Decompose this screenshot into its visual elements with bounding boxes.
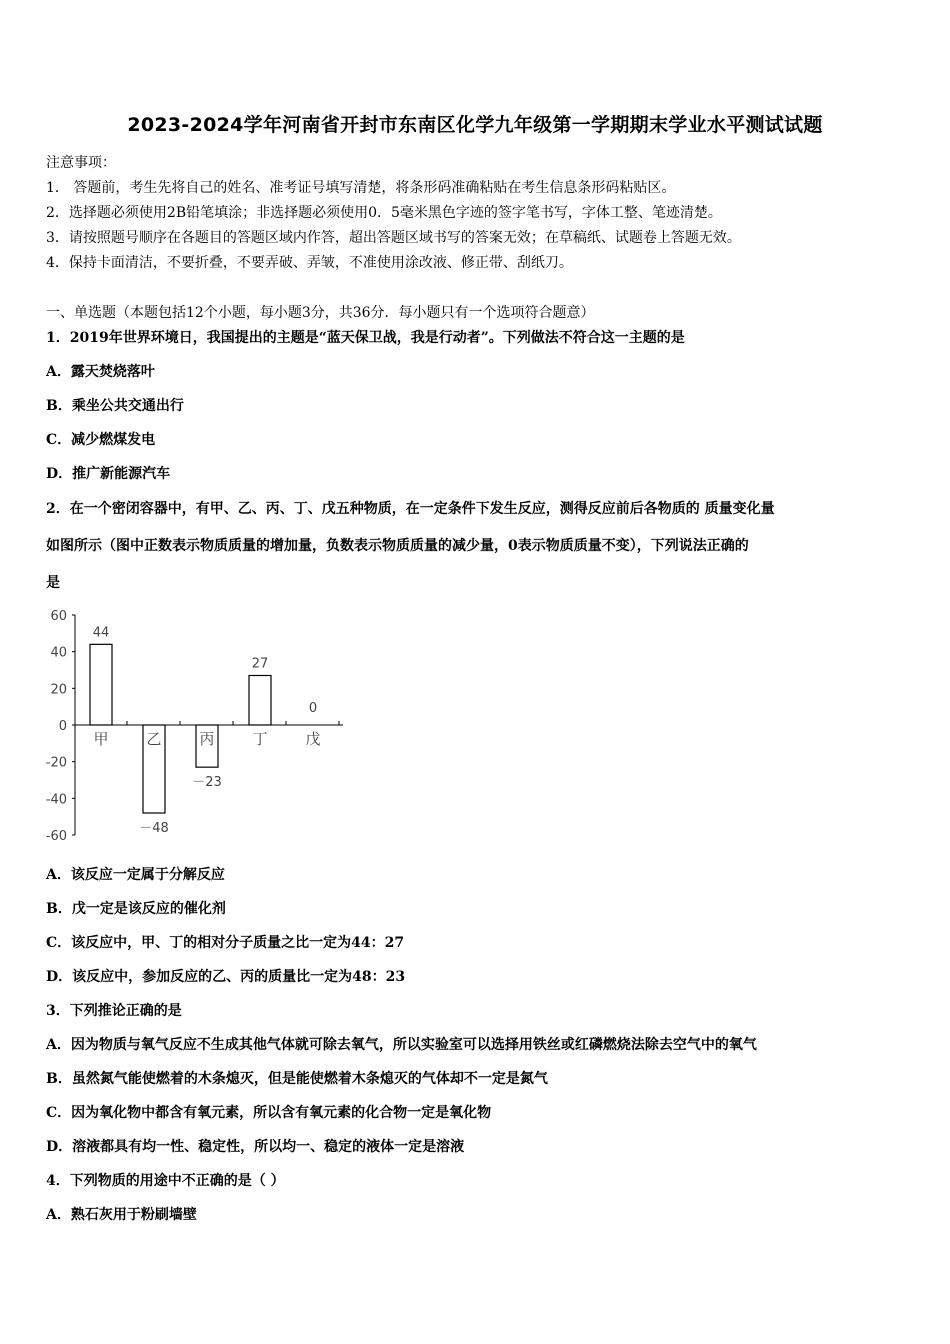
question-2-option-d: D．该反应中，参加反应的乙、丙的质量比一定为48：23 bbox=[46, 969, 406, 985]
question-2-stem: 是 bbox=[46, 575, 60, 591]
notice-item: 2．选择题必须使用2B铅笔填涂；非选择题必须使用0．5毫米黑色字迹的签字笔书写，字体工整、笔迹清楚。 bbox=[46, 205, 722, 221]
question-3-stem: 3．下列推论正确的是 bbox=[46, 1003, 182, 1019]
value-label: －23 bbox=[192, 775, 222, 791]
question-3-option-d: D．溶液都具有均一性、稳定性，所以均一、稳定的液体一定是溶液 bbox=[46, 1139, 465, 1155]
question-2-stem: 如图所示（图中正数表示物质质量的增加量，负数表示物质质量的减少量，0表示物质质量不变），下列说法正确的 bbox=[46, 538, 749, 554]
category-label: 乙 bbox=[146, 730, 162, 748]
value-label: 0 bbox=[308, 701, 318, 716]
y-tick-label: 0 bbox=[58, 719, 67, 734]
question-3-option-c: C．因为氧化物中都含有氧元素，所以含有氧元素的化合物一定是氧化物 bbox=[46, 1105, 492, 1121]
notice-item: 1． 答题前，考生先将自己的姓名、准考证号填写清楚，将条形码准确粘贴在考生信息条形码粘贴区。 bbox=[46, 180, 676, 196]
y-tick-label: 40 bbox=[50, 645, 67, 661]
notice-item: 4．保持卡面清洁，不要折叠，不要弄破、弄皱，不准使用涂改液、修正带、刮纸刀。 bbox=[46, 255, 573, 271]
notice-item: 3．请按照题号顺序在各题目的答题区域内作答，超出答题区域书写的答案无效；在草稿纸、试题卷上答题无效。 bbox=[46, 230, 741, 246]
question-2-option-a: A．该反应一定属于分解反应 bbox=[46, 867, 225, 883]
question-1-stem: 1．2019年世界环境日，我国提出的主题是“蓝天保卫战，我是行动者”。下列做法不符合这一主题的是 bbox=[46, 330, 685, 346]
y-tick-label: 60 bbox=[50, 609, 67, 624]
notice-heading: 注意事项： bbox=[46, 155, 116, 171]
y-tick-label: -60 bbox=[45, 829, 67, 844]
question-2-stem: 2．在一个密闭容器中，有甲、乙、丙、丁、戊五种物质，在一定条件下发生反应，测得反应前后各物质的 质量变化量 bbox=[46, 501, 775, 517]
question-3-option-a: A．因为物质与氧气反应不生成其他气体就可除去氧气，所以实验室可以选择用铁丝或红磷燃烧法除去空气中的氧气 bbox=[46, 1037, 757, 1053]
bar-丁 bbox=[249, 676, 271, 726]
category-label: 甲 bbox=[93, 730, 109, 748]
question-2-option-c: C．该反应中，甲、丁的相对分子质量之比一定为44：27 bbox=[46, 935, 405, 951]
question-2-option-b: B．戊一定是该反应的催化剂 bbox=[46, 901, 226, 917]
y-tick-label: -40 bbox=[45, 792, 67, 808]
y-tick-label: -20 bbox=[45, 755, 67, 771]
value-label: 27 bbox=[251, 656, 269, 672]
question-1-option-b: B．乘坐公共交通出行 bbox=[46, 398, 184, 414]
page-title: 2023-2024学年河南省开封市东南区化学九年级第一学期期末学业水平测试试题 bbox=[127, 114, 823, 136]
category-label: 丙 bbox=[199, 730, 215, 748]
question-1-option-d: D．推广新能源汽车 bbox=[46, 466, 171, 482]
question-1-option-c: C．减少燃煤发电 bbox=[46, 432, 156, 448]
question-4-option-a: A．熟石灰用于粉刷墙壁 bbox=[46, 1207, 197, 1223]
value-label: 44 bbox=[92, 625, 110, 641]
y-tick-label: 20 bbox=[50, 682, 67, 698]
bar-甲 bbox=[90, 644, 112, 725]
category-label: 戊 bbox=[305, 730, 321, 748]
question-4-stem: 4．下列物质的用途中不正确的是（ ） bbox=[46, 1173, 285, 1189]
question-1-option-a: A．露天焚烧落叶 bbox=[46, 364, 155, 380]
value-label: －48 bbox=[139, 821, 169, 836]
section-heading: 一、单选题（本题包括12个小题，每小题3分，共36分．每小题只有一个选项符合题意） bbox=[46, 305, 595, 321]
mass-change-bar-chart bbox=[40, 600, 360, 845]
category-label: 丁 bbox=[252, 730, 268, 748]
question-3-option-b: B．虽然氮气能使燃着的木条熄灭，但是能使燃着木条熄灭的气体却不一定是氮气 bbox=[46, 1071, 548, 1087]
